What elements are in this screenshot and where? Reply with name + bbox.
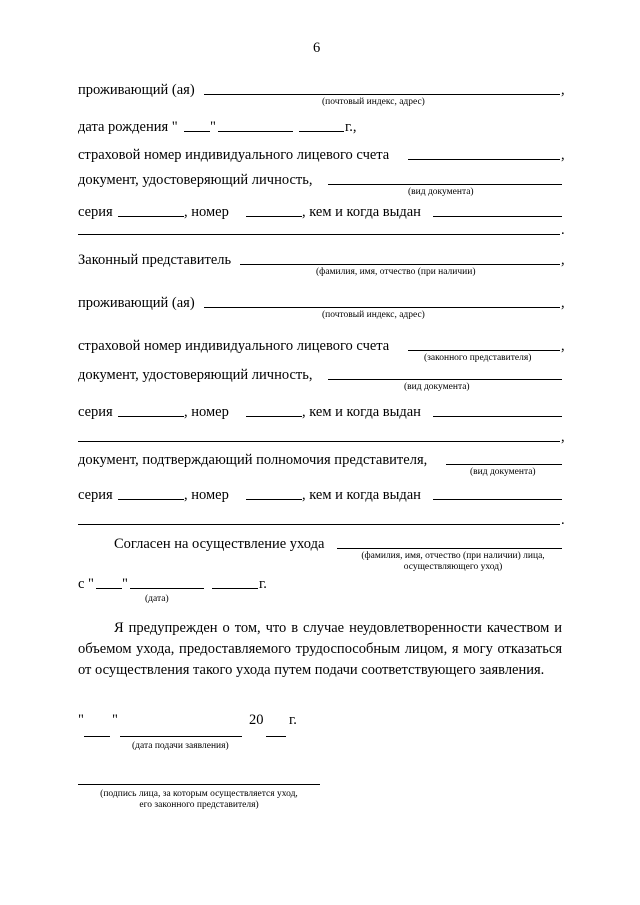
residing-address-field[interactable] [204,94,560,95]
app-year-suffix: г. [289,712,297,728]
rep-id-doc-field[interactable] [328,379,562,380]
comma: , [561,82,565,98]
consent-label: Согласен на осуществление ухода [114,536,325,552]
signature-caption-line1: (подпись лица, за которым осуществляется уход, [100,789,298,799]
app-year-prefix: 20 [249,712,264,728]
snils-field[interactable] [408,159,560,160]
app-month-field[interactable] [120,736,242,737]
authority-series-label: серия [78,487,113,503]
rep-residing-label: проживающий (ая) [78,295,195,311]
birth-year-field[interactable] [299,131,344,132]
rep-series-label: серия [78,404,113,420]
consent-day-field[interactable] [96,588,122,589]
comma: , [561,338,565,354]
birth-day-field[interactable] [184,131,210,132]
period: . [561,512,565,528]
birth-date-label: дата рождения " [78,119,178,135]
consent-date-caption: (дата) [145,594,169,604]
caregiver-caption-line1: (фамилия, имя, отчество (при наличии) лица, [361,551,545,561]
residing-caption: (почтовый индекс, адрес) [322,97,425,107]
consent-month-field[interactable] [130,588,204,589]
birth-month-field[interactable] [218,131,293,132]
rep-number-field[interactable] [246,416,302,417]
signature-field[interactable] [78,784,320,785]
issued-field-continued[interactable] [78,234,560,235]
birth-date-quote: " [210,119,216,135]
rep-residing-field[interactable] [204,307,560,308]
authority-doc-field[interactable] [446,464,562,465]
rep-snils-caption: (законного представителя) [424,353,532,363]
series-label: серия [78,204,113,220]
app-date-caption: (дата подачи заявления) [132,741,229,751]
page-number: 6 [313,40,321,56]
issued-field[interactable] [433,216,562,217]
app-year-field[interactable] [266,736,286,737]
series-field[interactable] [118,216,184,217]
residing-label: проживающий (ая) [78,82,195,98]
consent-year-field[interactable] [212,588,258,589]
app-day-field[interactable] [84,736,110,737]
app-date-quote-close: " [112,712,118,728]
authority-doc-label: документ, подтверждающий полномочия представителя, [78,452,428,468]
rep-id-doc-label: документ, удостоверяющий личность, [78,367,313,383]
signature-caption [78,789,320,811]
comma: , [561,147,565,163]
rep-snils-field[interactable] [408,350,560,351]
rep-issued-field[interactable] [433,416,562,417]
representative-name-field[interactable] [240,264,560,265]
rep-issued-label: , кем и когда выдан [302,404,421,420]
birth-date-suffix: г., [345,119,357,135]
consent-date-quote: " [122,576,128,592]
authority-number-field[interactable] [246,499,302,500]
rep-series-field[interactable] [118,416,184,417]
app-date-quote-open: " [78,712,84,728]
rep-snils-label: страховой номер индивидуального лицевого счета [78,338,390,354]
rep-residing-caption: (почтовый индекс, адрес) [322,310,425,320]
comma: , [561,295,565,311]
caregiver-caption-line2: осуществляющего уход) [403,562,503,572]
authority-number-label: , номер [184,487,229,503]
snils-label: страховой номер индивидуального лицевого счета [78,147,390,163]
comma: , [561,252,565,268]
representative-name-caption: (фамилия, имя, отчество (при наличии) [316,267,476,277]
signature-caption-line2: его законного представителя) [139,800,259,810]
warning-paragraph: Я предупрежден о том, что в случае неудовлетворенности качеством и объемом ухода, предоставляемого трудоспособным лицом, я могу отказаться от осуществления такого ухода путем подачи соответствующего заявления. [78,620,562,678]
comma: , [561,429,565,445]
id-doc-caption: (вид документа) [408,187,474,197]
caregiver-caption [340,551,566,573]
consent-date-suffix: г. [259,576,267,592]
number-label: , номер [184,204,229,220]
rep-issued-field-continued[interactable] [78,441,560,442]
number-field[interactable] [246,216,302,217]
id-doc-label: документ, удостоверяющий личность, [78,172,313,188]
caregiver-name-field[interactable] [337,548,562,549]
representative-label: Законный представитель [78,252,232,268]
rep-number-label: , номер [184,404,229,420]
authority-issued-label: , кем и когда выдан [302,487,421,503]
authority-series-field[interactable] [118,499,184,500]
authority-issued-field-continued[interactable] [78,524,560,525]
period: . [561,222,565,238]
consent-from-label: с " [78,576,94,592]
rep-id-doc-caption: (вид документа) [404,382,470,392]
authority-issued-field[interactable] [433,499,562,500]
id-doc-field[interactable] [328,184,562,185]
issued-label: , кем и когда выдан [302,204,421,220]
authority-doc-caption: (вид документа) [470,467,536,477]
